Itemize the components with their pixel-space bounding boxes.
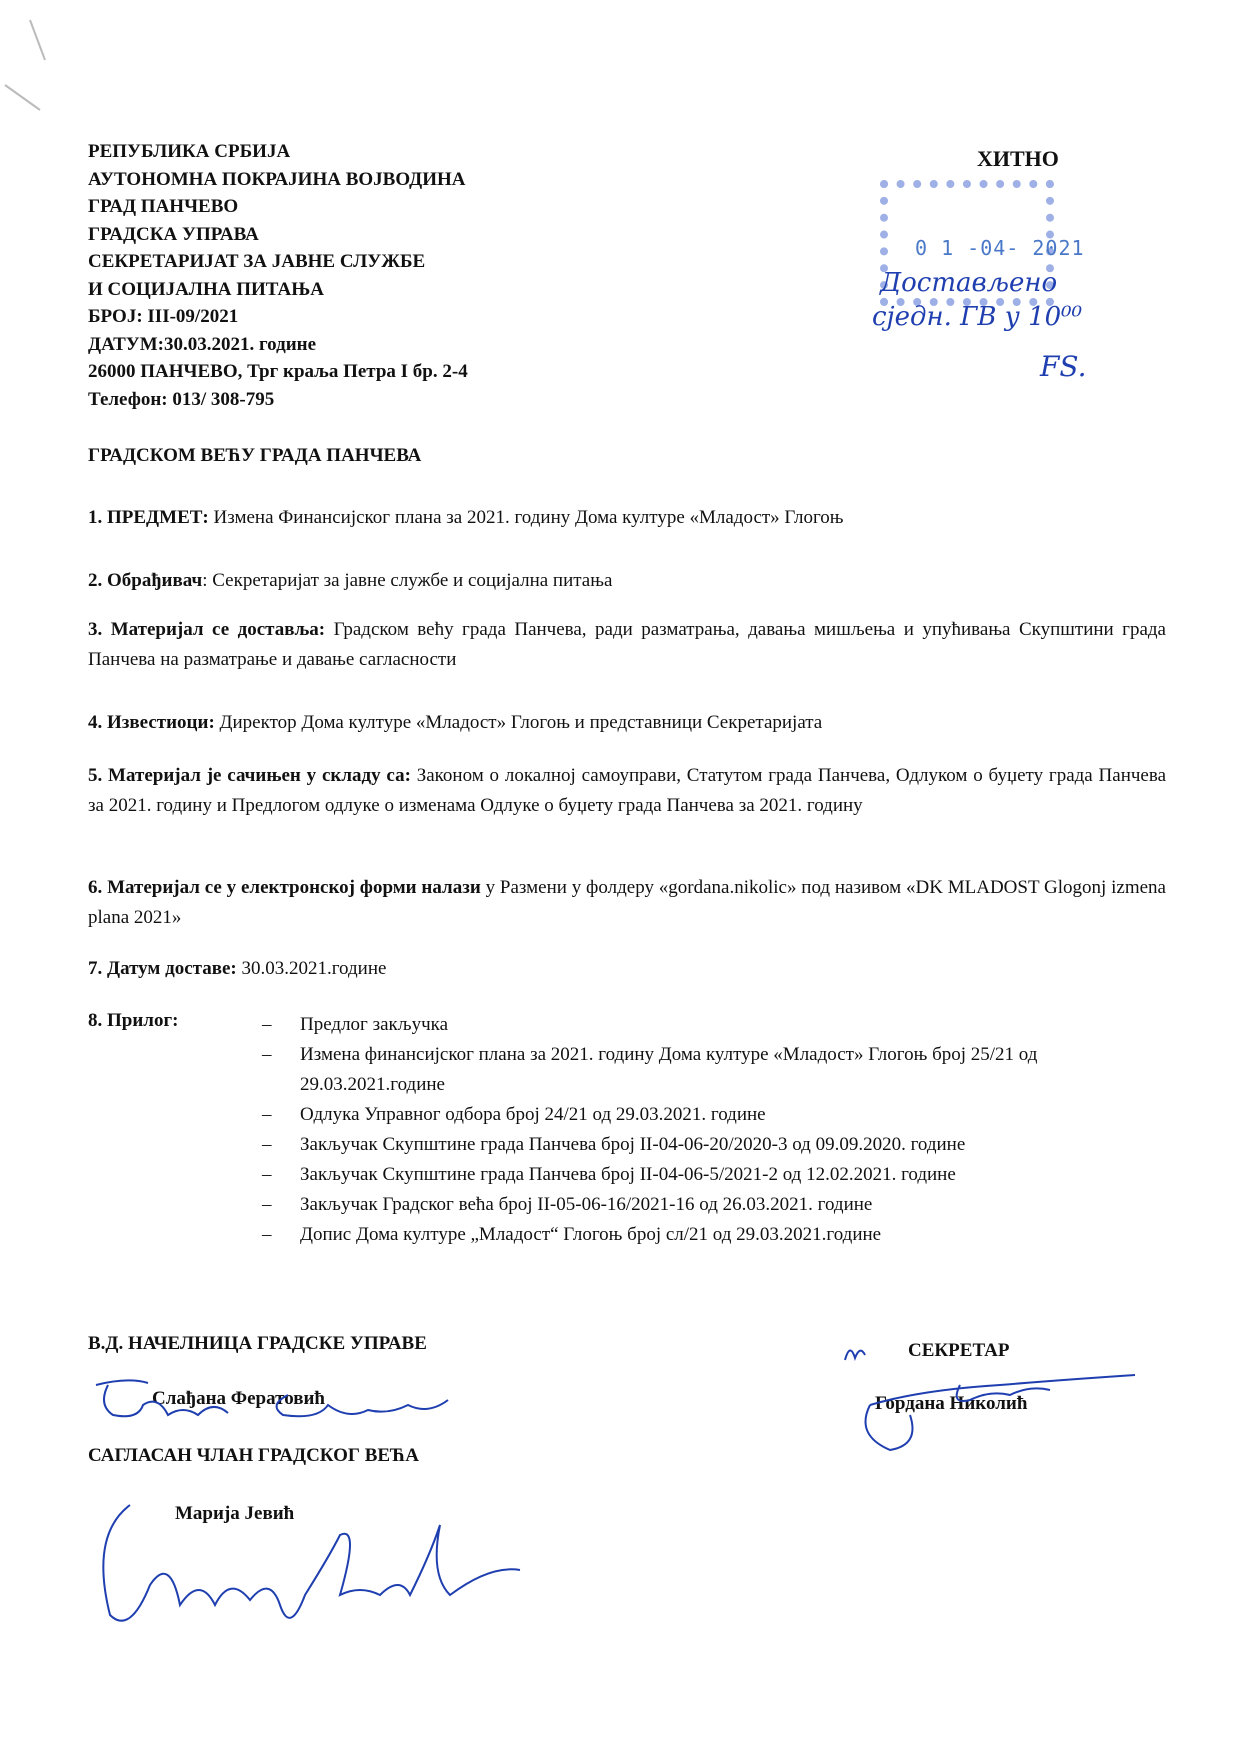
issuer-header <box>88 138 468 413</box>
urgent-label: ХИТНО <box>977 146 1059 171</box>
addressee: ГРАДСКОМ ВЕЋУ ГРАДА ПАНЧЕВА <box>88 445 422 466</box>
item-text: Директор Дома културе «Младост» Глогоњ и представници Секретаријата <box>214 712 823 733</box>
item-delivery <box>88 615 1166 675</box>
council-title: САГЛАСАН ЧЛАН ГРАДСКОГ ВЕЋА <box>88 1445 419 1466</box>
header-line: И СОЦИЈАЛНА ПИТАЊА <box>88 278 324 300</box>
stamp-handwriting-1: Достављено <box>880 268 1058 298</box>
head-name: Слађана Фератовић <box>152 1388 325 1409</box>
item-text: Законом о локалној самоуправи, Статутом града Панчева, Одлуком о буџету града Панчева за 2021. годину и Предлогом одлуке о изменама Одлуке о буџету града Панчева за 2021. годину <box>88 765 1166 816</box>
attachment-item: – Измена финансијског плана за 2021. годину Дома културе «Младост» Глогоњ број 25/21 од 29.03.2021.године <box>262 1040 1182 1100</box>
item-label: 3. Материјал се доставља: <box>88 619 326 640</box>
item-compliance <box>88 761 1166 821</box>
item-author <box>88 566 1166 596</box>
council-name: Марија Јевић <box>175 1503 295 1524</box>
item-text: 30.03.2021.године <box>236 958 387 979</box>
item-label: 6. Материјал се у електронској форми налази <box>88 877 481 898</box>
secretary-signature <box>860 1365 1140 1455</box>
head-title: В.Д. НАЧЕЛНИЦА ГРАДСКЕ УПРАВЕ <box>88 1333 427 1354</box>
document-number: БРОЈ: III-09/2021 <box>88 306 239 327</box>
address: 26000 ПАНЧЕВО, Трг краља Петра I бр. 2-4 <box>88 361 468 382</box>
item-text: Градском већу града Панчева, ради разматрања, давања мишљења и упућивања Скупштини града Панчева на разматрање и давање сагласности <box>88 619 1166 670</box>
item-reporters <box>88 708 1166 738</box>
phone: Телефон: 013/ 308-795 <box>88 388 275 410</box>
attachment-item: – Предлог закључка <box>262 1010 1182 1040</box>
header-line: ГРАДСКА УПРАВА <box>88 223 259 245</box>
item-subject <box>88 503 1166 533</box>
item-label: 7. Датум доставе: <box>88 958 237 979</box>
attachment-item: – Закључак Скупштине града Панчева број II-04-06-5/2021-2 од 12.02.2021. године <box>262 1160 1182 1190</box>
secretary-title: СЕКРЕТАР <box>908 1340 1010 1361</box>
head-signature <box>88 1375 488 1435</box>
stamp-initials: FS. <box>1040 350 1087 383</box>
header-line: АУТОНОМНА ПОКРАЈИНА ВОЈВОДИНА <box>88 168 466 190</box>
header-line: ГРАД ПАНЧЕВО <box>88 196 239 217</box>
item-label: 1. ПРЕДМЕТ: <box>88 507 209 528</box>
attachment-item: – Одлука Управног одбора број 24/21 од 29.03.2021. године <box>262 1100 1182 1130</box>
item-text: у Размени у фолдеру «gordana.nikolic» под називом «DK MLADOST Glogonj izmena plana 2021» <box>88 877 1166 928</box>
item-label: 2. Обрађивач <box>88 570 203 591</box>
attachments-label: 8. Прилог: <box>88 1010 179 1031</box>
item-label: 4. Известиоци: <box>88 712 215 733</box>
attachment-item: – Закључак Скупштине града Панчева број II-04-06-20/2020-3 од 09.09.2020. године <box>262 1130 1182 1160</box>
council-signature <box>90 1495 530 1645</box>
stamp-handwriting-2: сједн. ГВ у 10⁰⁰ <box>872 302 1083 332</box>
header-line: СЕКРЕТАРИЈАТ ЗА ЈАВНЕ СЛУЖБЕ <box>88 251 426 272</box>
secretary-name: Гордана Николић <box>875 1393 1028 1414</box>
stamp-date: 0 1 -04- 2021 <box>915 236 1085 260</box>
item-label: 5. Материјал је сачињен у складу са: <box>88 765 411 786</box>
item-electronic <box>88 873 1166 933</box>
attachment-item: – Закључак Градског већа број II-05-06-16/2021-16 од 26.03.2021. године <box>262 1190 1182 1220</box>
document-date: ДАТУМ:30.03.2021. године <box>88 333 317 355</box>
item-text: : Секретаријат за јавне службе и социјална питања <box>202 570 613 591</box>
scan-edge-mark <box>0 0 80 130</box>
item-date <box>88 954 1166 984</box>
attachments-list <box>262 1010 1182 1250</box>
attachment-item: – Допис Дома културе „Младост“ Глогоњ број сл/21 од 29.03.2021.године <box>262 1220 1182 1250</box>
item-text: Измена Финансијског плана за 2021. годину Дома културе «Младост» Глогоњ <box>208 507 844 528</box>
header-line: РЕПУБЛИКА СРБИЈА <box>88 141 291 162</box>
